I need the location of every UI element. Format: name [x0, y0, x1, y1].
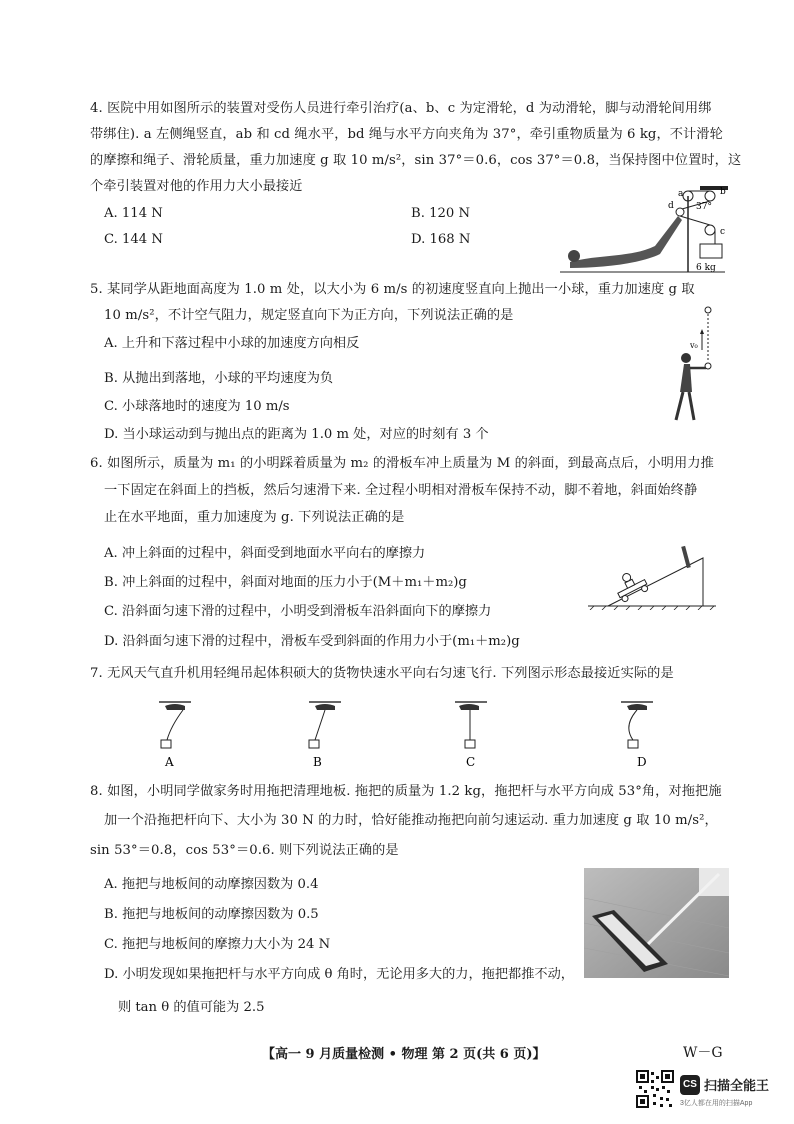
q8-option-a[interactable]: A. 拖把与地板间的动摩擦因数为 0.4 [104, 877, 319, 892]
q7-label-c[interactable]: C [466, 755, 476, 769]
shoe-area [699, 868, 729, 896]
q4-stem-line-1: 4. 医院中用如图所示的装置对受伤人员进行牵引治疗(a、b、c 为定滑轮，d 为动滑轮，脚与动滑轮间用绑 [90, 101, 712, 116]
page-footer: 【高一 9 月质量检测 • 物理 第 2 页(共 6 页)】 [262, 1047, 546, 1062]
q6-incline-figure [588, 540, 718, 610]
q6-option-a[interactable]: A. 冲上斜面的过程中，斜面受到地面水平向右的摩擦力 [104, 546, 426, 561]
q5-option-b[interactable]: B. 从抛出到落地，小球的平均速度为负 [104, 371, 334, 386]
helicopter-icon [315, 704, 335, 710]
label-mass: 6 kg [696, 263, 716, 273]
q8-mop-photo [584, 868, 729, 978]
q8-option-d-continued: 则 tan θ 的值可能为 2.5 [118, 1000, 265, 1015]
q5-option-a[interactable]: A. 上升和下落过程中小球的加速度方向相反 [104, 336, 360, 351]
q7-label-b[interactable]: B [313, 755, 322, 769]
q6-option-c[interactable]: C. 沿斜面匀速下滑的过程中，小明受到滑板车沿斜面向下的摩擦力 [104, 604, 492, 619]
q6-stem-line-3: 止在水平地面，重力加速度为 g. 下列说法正确的是 [104, 510, 405, 525]
camscanner-logo-icon: CS [680, 1075, 700, 1095]
q4-traction-figure [560, 184, 730, 274]
q5-option-d[interactable]: D. 当小球运动到与抛出点的距离为 1.0 m 处，对应的时刻有 3 个 [104, 427, 489, 442]
pulley-c-icon [705, 225, 715, 235]
label-d: d [668, 201, 674, 211]
q5-stem-line-2: 10 m/s²，不计空气阻力，规定竖直向下为正方向，下列说法正确的是 [104, 308, 514, 323]
label-v0: v₀ [690, 341, 698, 350]
q6-stem-line-2: 一下固定在斜面上的挡板，然后匀速滑下来. 全过程小明相对滑板车保持不动，脚不着地，斜面始终静 [104, 483, 698, 498]
weight-block [700, 244, 722, 258]
q8-option-d[interactable]: D. 小明发现如果拖把杆与水平方向成 θ 角时，无论用多大的力，拖把都推不动， [104, 967, 574, 982]
q5-option-c[interactable]: C. 小球落地时的速度为 10 m/s [104, 399, 290, 414]
q7-stem-line-1: 7. 无风天气直升机用轻绳吊起体积硕大的货物快速水平向右匀速飞行. 下列图示形态最接近实际的是 [90, 666, 674, 681]
baffle-plate [681, 546, 691, 568]
paper-code: W－G [683, 1045, 723, 1061]
q4-stem-line-4: 个牵引装置对他的作用力大小最接近 [90, 179, 303, 194]
q7-label-d[interactable]: D [637, 755, 647, 769]
q6-option-b[interactable]: B. 冲上斜面的过程中，斜面对地面的压力小于(M＋m₁＋m₂)g [104, 575, 467, 590]
helicopter-icon [627, 704, 647, 710]
q8-option-c[interactable]: C. 拖把与地板间的摩擦力大小为 24 N [104, 937, 331, 952]
watermark-subtitle: 3亿人都在用的扫描App [680, 1100, 753, 1107]
pulley-b-icon [705, 191, 715, 201]
label-a: a [678, 189, 684, 199]
q4-option-c[interactable]: C. 144 N [104, 232, 163, 247]
q8-option-b[interactable]: B. 拖把与地板间的动摩擦因数为 0.5 [104, 907, 319, 922]
q7-figure-c [455, 696, 515, 776]
ball-top-icon [705, 307, 711, 313]
q7-figure-a [155, 696, 215, 776]
q7-figure-d [615, 696, 675, 776]
helicopter-icon [165, 704, 185, 710]
q4-stem-line-2: 带绑住). a 左侧绳竖直，ab 和 cd 绳水平，bd 绳与水平方向夹角为 37°，牵引重物质量为 6 kg，不计滑轮 [90, 127, 723, 142]
q8-stem-line-1: 8. 如图，小明同学做家务时用拖把清理地板. 拖把的质量为 1.2 kg，拖把杆与水平方向成 53°角，对拖把施 [90, 784, 722, 799]
helicopter-icon [459, 704, 479, 710]
q4-stem-line-3: 的摩擦和绳子、滑轮质量，重力加速度 g 取 10 m/s²，sin 37°＝0.6，cos 37°＝0.8，当保持图中位置时，这 [90, 153, 742, 168]
q8-stem-line-2: 加一个沿拖把杆向下、大小为 30 N 的力时，恰好能推动拖把向前匀速运动. 重力加速度 g 取 10 m/s²， [104, 813, 718, 828]
q4-option-a[interactable]: A. 114 N [104, 206, 163, 221]
q4-option-d[interactable]: D. 168 N [411, 232, 471, 247]
q5-stem-line-1: 5. 某同学从距地面高度为 1.0 m 处，以大小为 6 m/s 的初速度竖直向上抛出一小球，重力加速度 g 取 [90, 282, 695, 297]
watermark-title: 扫描全能王 [704, 1078, 770, 1093]
q6-option-d[interactable]: D. 沿斜面匀速下滑的过程中，滑板车受到斜面的作用力小于(m₁＋m₂)g [104, 634, 520, 649]
q4-option-b[interactable]: B. 120 N [411, 206, 470, 221]
q5-thrower-figure [660, 302, 730, 424]
label-angle: 37° [696, 202, 712, 212]
qr-code-icon [636, 1070, 674, 1108]
q7-figure-b [303, 696, 363, 776]
q8-stem-line-3: sin 53°＝0.8，cos 53°＝0.6. 则下列说法正确的是 [90, 843, 399, 858]
q6-stem-line-1: 6. 如图所示，质量为 m₁ 的小明踩着质量为 m₂ 的滑板车冲上质量为 M 的斜面，到最高点后，小明用力推 [90, 456, 714, 471]
patient-silhouette [570, 216, 682, 268]
label-b: b [720, 187, 726, 197]
q7-label-a[interactable]: A [165, 755, 174, 769]
label-c: c [720, 227, 726, 237]
